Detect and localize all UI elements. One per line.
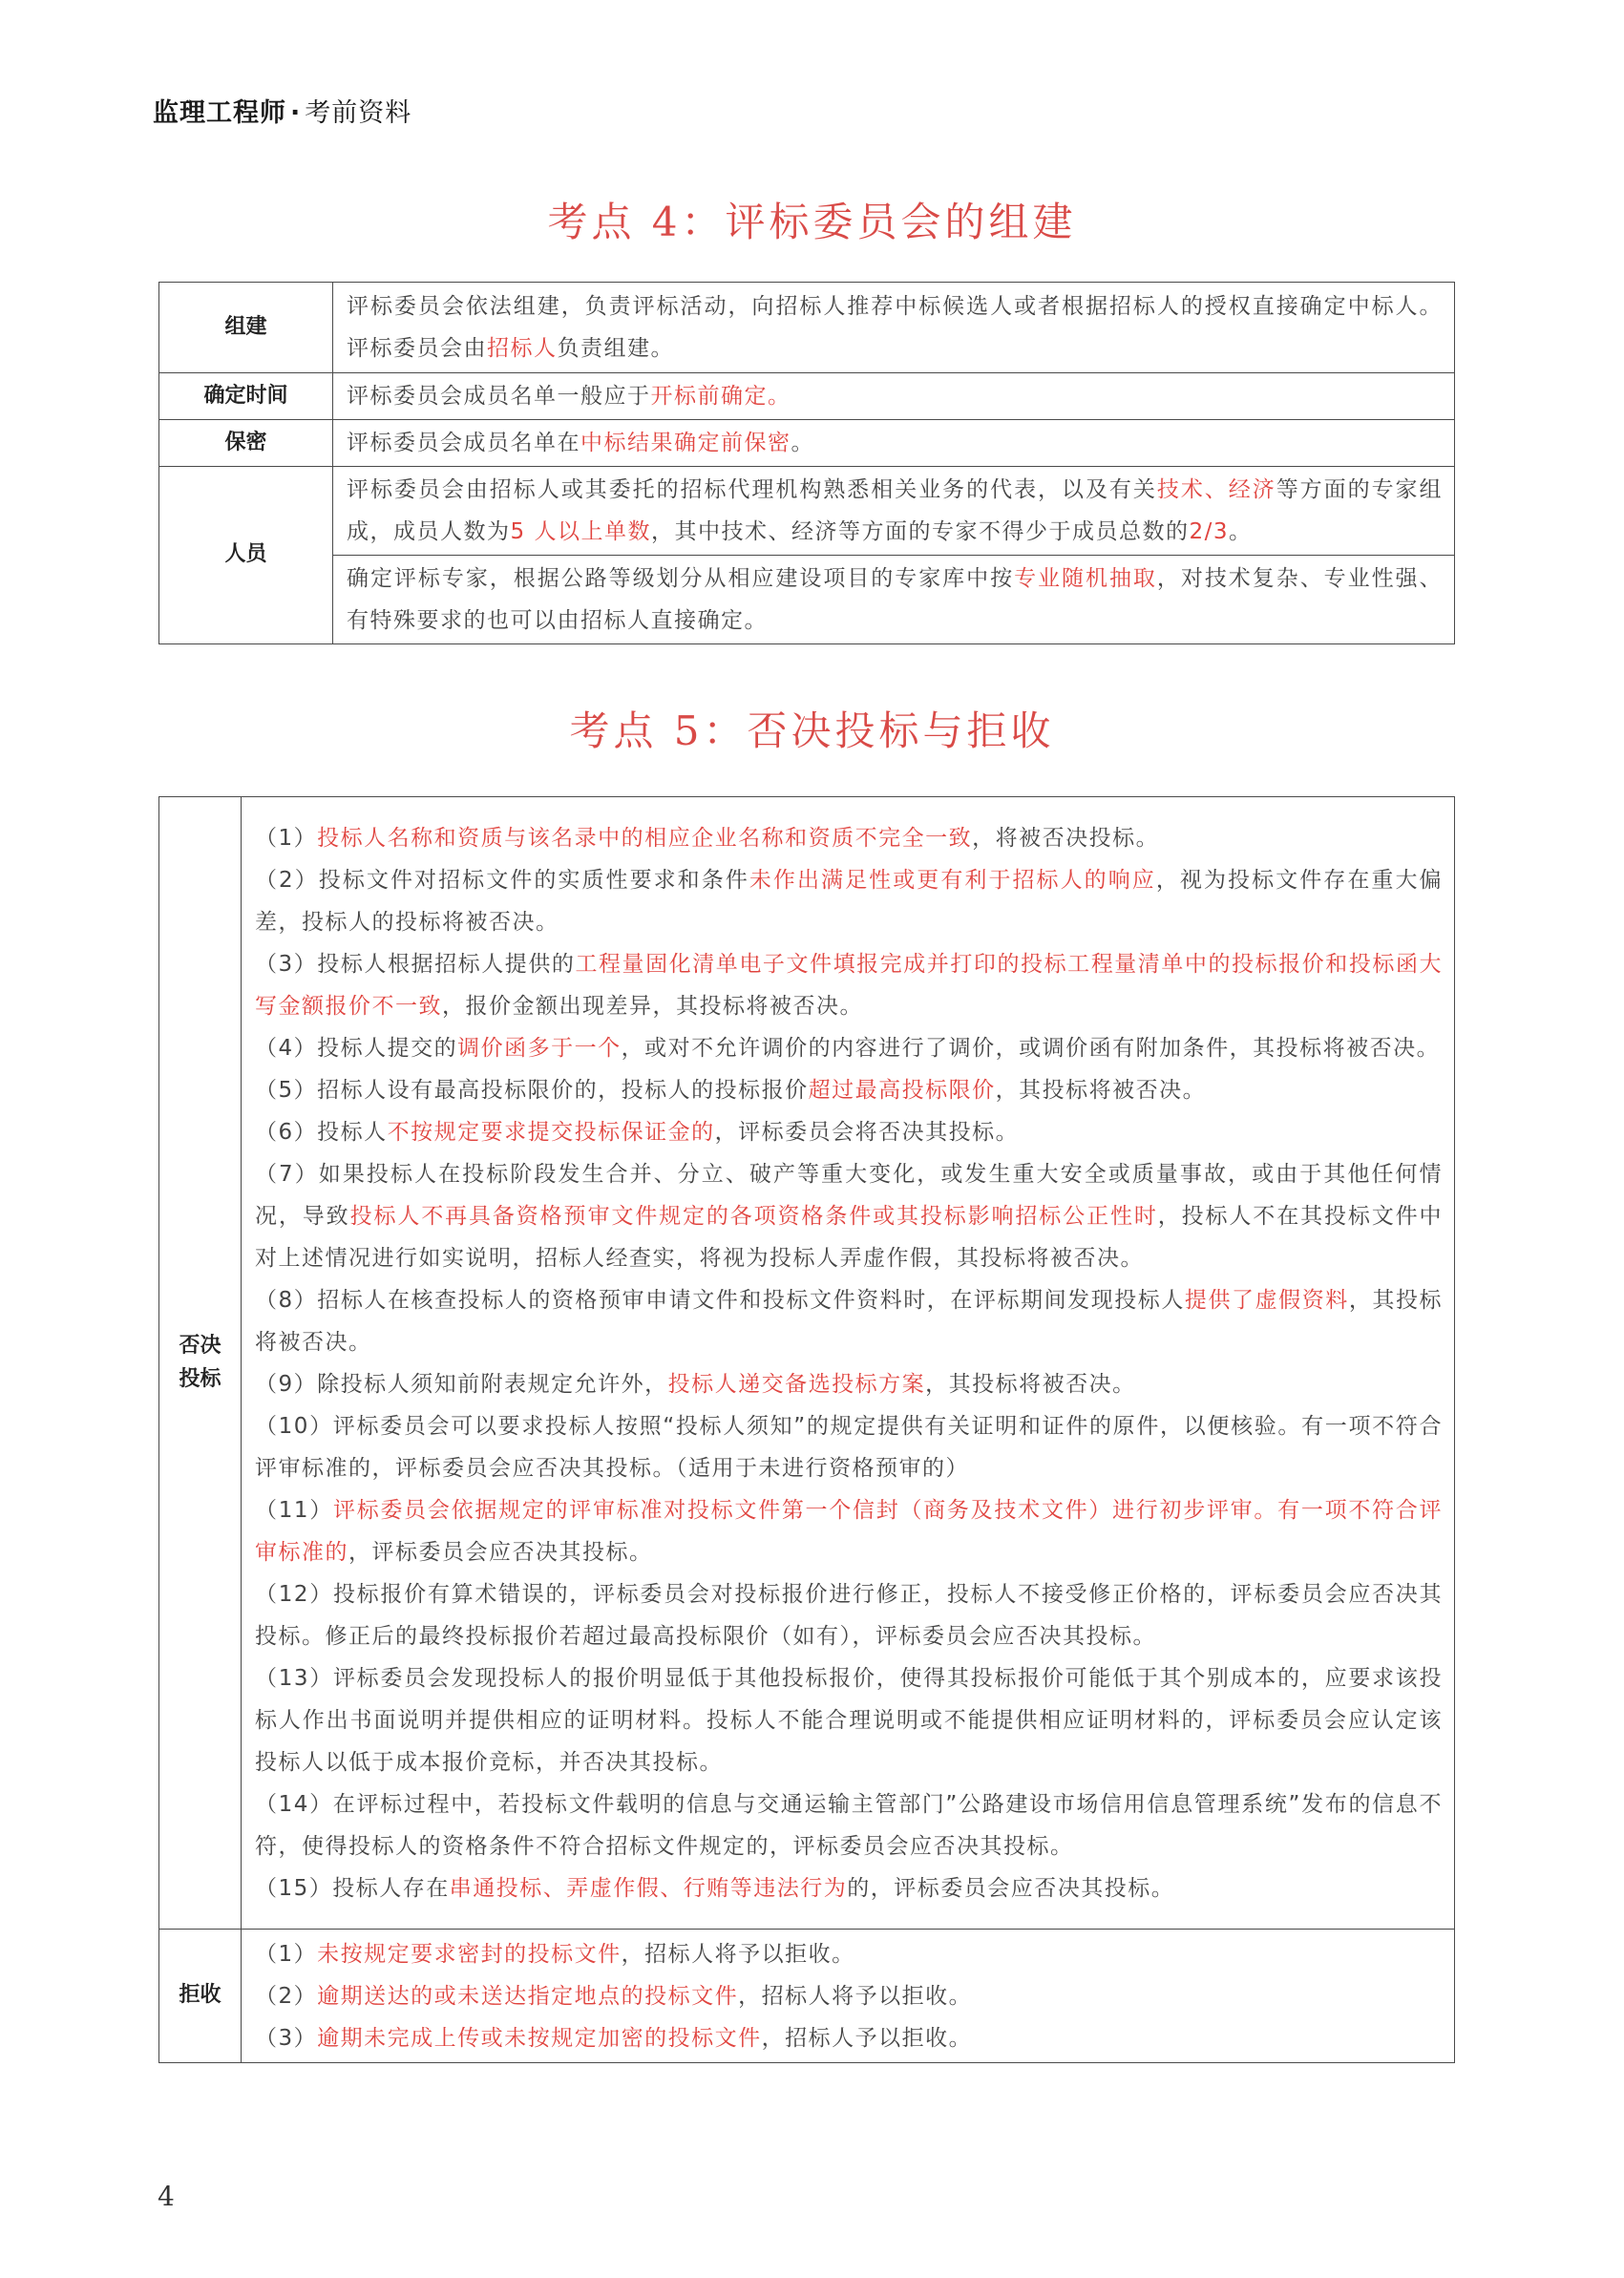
- row-label-timing: 确定时间: [159, 373, 333, 420]
- highlight-text: 投标人不再具备资格预审文件规定的各项资格条件或其投标影响招标公正性时: [349, 1203, 1158, 1229]
- highlight-text: 调价函多于一个: [457, 1035, 622, 1061]
- highlight-text: 5 人以上单数: [510, 519, 651, 544]
- section4-title: 考点 4：评标委员会的组建: [547, 199, 1077, 245]
- highlight-text: 专业随机抽取: [1014, 566, 1157, 591]
- row-label-confidential: 保密: [159, 420, 333, 467]
- highlight-text: 不按规定要求提交投标保证金的: [387, 1119, 715, 1145]
- table-row: [159, 467, 1455, 556]
- header-subtitle: 考前资料: [305, 98, 412, 128]
- list-item: （7）如果投标人在投标阶段发生合并、分立、破产等重大变化，或发生重大安全或质量事故，或由于其他任何情况，导致投标人不再具备资格预审文件规定的各项资格条件或其投标影响招标公正性时，投标人不在其投标文件中对上述情况进行如实说明，招标人经查实，将视为投标人弄虚作假，其投标将被否决。: [255, 1161, 1444, 1271]
- highlight-text: 2/3: [1189, 519, 1229, 544]
- page-header: [153, 92, 411, 129]
- highlight-text: 中标结果确定前保密: [580, 431, 791, 455]
- table-row: [159, 1930, 1455, 2063]
- row-text-formation: 评标委员会依法组建，负责评标活动，向招标人推荐中标候选人或者根据招标人的授权直接确定中标人。评标委员会由招标人负责组建。: [333, 283, 1455, 373]
- row-text-confidential: 评标委员会成员名单在中标结果确定前保密。: [333, 420, 1455, 467]
- table-row: [159, 283, 1455, 373]
- list-item: （2）逾期送达的或未送达指定地点的投标文件，招标人将予以拒收。: [255, 1983, 973, 2009]
- highlight-text: 超过最高投标限价: [808, 1077, 996, 1103]
- highlight-text: 评标委员会依据规定的评审标准对投标文件第一个信封（商务及技术文件）进行初步评审。有一项不符合评审标准的: [255, 1497, 1444, 1565]
- list-item: （5）招标人设有最高投标限价的，投标人的投标报价超过最高投标限价，其投标将被否决。: [255, 1077, 1207, 1103]
- list-item: （8）招标人在核查投标人的资格预审申请文件和投标文件资料时，在评标期间发现投标人提供了虚假资料，其投标将被否决。: [255, 1287, 1444, 1355]
- highlight-text: 招标人: [487, 336, 558, 361]
- highlight-text: 提供了虚假资料: [1184, 1287, 1349, 1313]
- table-row: [159, 373, 1455, 420]
- table-row: [159, 797, 1455, 1930]
- highlight-text: 投标人递交备选投标方案: [667, 1371, 926, 1397]
- highlight-text: 开标前确定。: [650, 384, 791, 409]
- table-row: [159, 420, 1455, 467]
- list-item: （3）投标人根据招标人提供的工程量固化清单电子文件填报完成并打印的投标工程量清单中的投标报价和投标函大写金额报价不一致，报价金额出现差异，其投标将被否决。: [255, 951, 1443, 1019]
- list-item: （10）评标委员会可以要求投标人按照“投标人须知”的规定提供有关证明和证件的原件，以便核验。有一项不符合评审标准的，评标委员会应否决其投标。（适用于未进行资格预审的）: [255, 1413, 1443, 1481]
- highlight-text: 逾期未完成上传或未按规定加密的投标文件: [317, 2025, 762, 2051]
- label-refuse: 拒收: [159, 1930, 242, 2063]
- list-item: （9）除投标人须知前附表规定允许外，投标人递交备选投标方案，其投标将被否决。: [255, 1371, 1136, 1397]
- list-item: （2）投标文件对招标文件的实质性要求和条件未作出满足性或更有利于招标人的响应，视为投标文件存在重大偏差，投标人的投标将被否决。: [255, 867, 1444, 935]
- list-item: （1）未按规定要求密封的投标文件，招标人将予以拒收。: [255, 1941, 855, 1967]
- table-row: [159, 556, 1455, 644]
- list-item: （12）投标报价有算术错误的，评标委员会对投标报价进行修正，投标人不接受修正价格的，评标委员会应否决其投标。修正后的最终投标报价若超过最高投标限价（如有），评标委员会应否决其投标。: [255, 1581, 1443, 1649]
- highlight-text: 串通投标、弄虚作假、行贿等违法行为: [449, 1875, 848, 1901]
- rejection-table: [158, 796, 1455, 2063]
- list-item: （4）投标人提交的调价函多于一个，或对不允许调价的内容进行了调价，或调价函有附加条件，其投标将被否决。: [255, 1035, 1441, 1061]
- section5-title: 考点 5：否决投标与拒收: [569, 707, 1055, 754]
- row-text-personnel-1: 评标委员会由招标人或其委托的招标代理机构熟悉相关业务的代表，以及有关技术、经济等方面的专家组成，成员人数为5 人以上单数，其中技术、经济等方面的专家不得少于成员总数的2/3。: [333, 467, 1455, 556]
- highlight-text: 投标人名称和资质与该名录中的相应企业名称和资质不完全一致: [317, 825, 973, 851]
- label-reject-bid: 否决投标: [159, 797, 242, 1930]
- header-separator: ·: [290, 98, 302, 128]
- header-title: 监理工程师: [153, 98, 286, 128]
- highlight-text: 逾期送达的或未送达指定地点的投标文件: [317, 1983, 739, 2009]
- list-item: （13）评标委员会发现投标人的报价明显低于其他投标报价，使得其投标报价可能低于其个别成本的，应要求该投标人作出书面说明并提供相应的证明材料。投标人不能合理说明或不能提供相应证明材料的，评标委员会应认定该投标人以低于成本报价竞标，并否决其投标。: [255, 1665, 1443, 1775]
- reject-bid-list: [242, 797, 1455, 1930]
- page-number: 4: [158, 2181, 175, 2212]
- row-label-personnel: 人员: [159, 467, 333, 644]
- highlight-text: 未作出满足性或更有利于招标人的响应: [749, 867, 1156, 893]
- row-text-personnel-2: 确定评标专家，根据公路等级划分从相应建设项目的专家库中按专业随机抽取，对技术复杂、专业性强、有特殊要求的也可以由招标人直接确定。: [333, 556, 1455, 644]
- list-item: （3）逾期未完成上传或未按规定加密的投标文件，招标人予以拒收。: [255, 2025, 973, 2051]
- highlight-text: 工程量固化清单电子文件填报完成并打印的投标工程量清单中的投标报价和投标函大写金额报价不一致: [255, 951, 1443, 1019]
- list-item: （14）在评标过程中，若投标文件载明的信息与交通运输主管部门”公路建设市场信用信息管理系统”发布的信息不符，使得投标人的资格条件不符合招标文件规定的，评标委员会应否决其投标。: [255, 1791, 1443, 1859]
- committee-table: [158, 282, 1455, 644]
- row-text-timing: 评标委员会成员名单一般应于开标前确定。: [333, 373, 1455, 420]
- list-item: （11）评标委员会依据规定的评审标准对投标文件第一个信封（商务及技术文件）进行初步评审。有一项不符合评审标准的，评标委员会应否决其投标。: [255, 1497, 1444, 1565]
- row-label-formation: 组建: [159, 283, 333, 373]
- list-item: （6）投标人不按规定要求提交投标保证金的，评标委员会将否决其投标。: [255, 1119, 1020, 1145]
- list-item: （1）投标人名称和资质与该名录中的相应企业名称和资质不完全一致，将被否决投标。: [255, 825, 1160, 851]
- highlight-text: 技术、经济: [1156, 477, 1276, 502]
- refuse-list: [242, 1930, 1455, 2063]
- list-item: （15）投标人存在串通投标、弄虚作假、行贿等违法行为的，评标委员会应否决其投标。: [255, 1875, 1175, 1901]
- highlight-text: 未按规定要求密封的投标文件: [317, 1941, 622, 1967]
